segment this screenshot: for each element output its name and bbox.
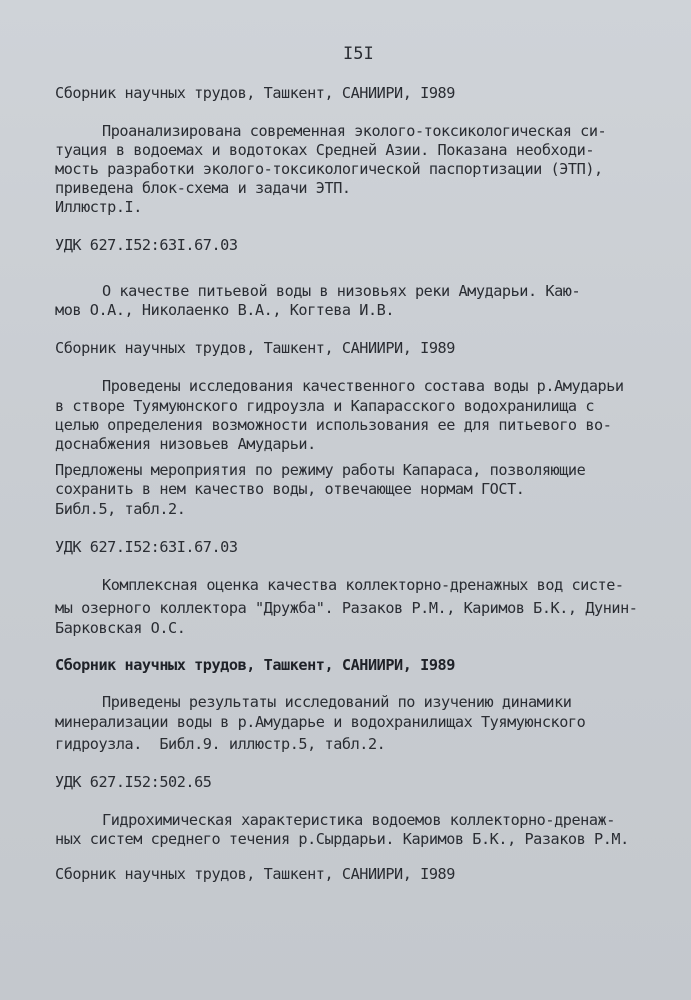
udk-code: УДК 627.I52:63I.67.03	[55, 538, 238, 556]
entry-title-line: Барковская О.С.	[55, 619, 186, 637]
abstract-line: Приведены результаты исследований по изучению динамики	[102, 693, 572, 711]
entry-title-line: О качестве питьевой воды в низовьях реки Амударьи. Каю-	[102, 282, 581, 300]
abstract-line: минерализации воды в р.Амударье и водохранилищах Туямуюнского	[55, 713, 586, 731]
abstract-line: мость разработки эколого-токсикологической паспортизации (ЭТП),	[55, 160, 603, 178]
udk-code: УДК 627.I52:502.65	[55, 773, 212, 791]
abstract-line: в створе Туямуюнского гидроузла и Капарасского водохранилища с	[55, 397, 595, 415]
source-line: Сборник научных трудов, Ташкент, САНИИРИ, I989	[55, 865, 455, 883]
abstract-line: Иллюстр.I.	[55, 198, 142, 216]
abstract-line: Проведены исследования качественного состава воды р.Амударьи	[102, 377, 624, 395]
page-number: I5I	[343, 44, 374, 64]
abstract-line: сохранить в нем качество воды, отвечающее нормам ГОСТ.	[55, 480, 525, 498]
abstract-line: целью определения возможности использования ее для питьевого во-	[55, 416, 612, 434]
entry-title-line: мов О.А., Николаенко В.А., Когтева И.В.	[55, 301, 395, 319]
abstract-line: приведена блок-схема и задачи ЭТП.	[55, 179, 351, 197]
entry-title-line: Комплексная оценка качества коллекторно-дренажных вод систе-	[102, 576, 624, 594]
source-line: Сборник научных трудов, Ташкент, САНИИРИ, I989	[55, 656, 455, 674]
source-line: Сборник научных трудов, Ташкент, САНИИРИ, I989	[55, 339, 455, 357]
abstract-line: гидроузла. Библ.9. иллюстр.5, табл.2.	[55, 735, 386, 753]
abstract-line: Библ.5, табл.2.	[55, 500, 186, 518]
abstract-line: доснабжения низовьев Амударьи.	[55, 435, 316, 453]
udk-code: УДК 627.I52:63I.67.03	[55, 236, 238, 254]
entry-title-line: ных систем среднего течения р.Сырдарьи. Каримов Б.К., Разаков Р.М.	[55, 830, 629, 848]
abstract-line: туация в водоемах и водотоках Средней Азии. Показана необходи-	[55, 141, 595, 159]
source-line: Сборник научных трудов, Ташкент, САНИИРИ, I989	[55, 84, 455, 102]
abstract-line: Проанализирована современная эколого-токсикологическая си-	[102, 122, 607, 140]
entry-title-line: Гидрохимическая характеристика водоемов коллекторно-дренаж-	[102, 811, 615, 829]
entry-title-line: мы озерного коллектора "Дружба". Разаков Р.М., Каримов Б.К., Дунин-	[55, 599, 638, 617]
abstract-line: Предложены мероприятия по режиму работы Капараса, позволяющие	[55, 461, 586, 479]
